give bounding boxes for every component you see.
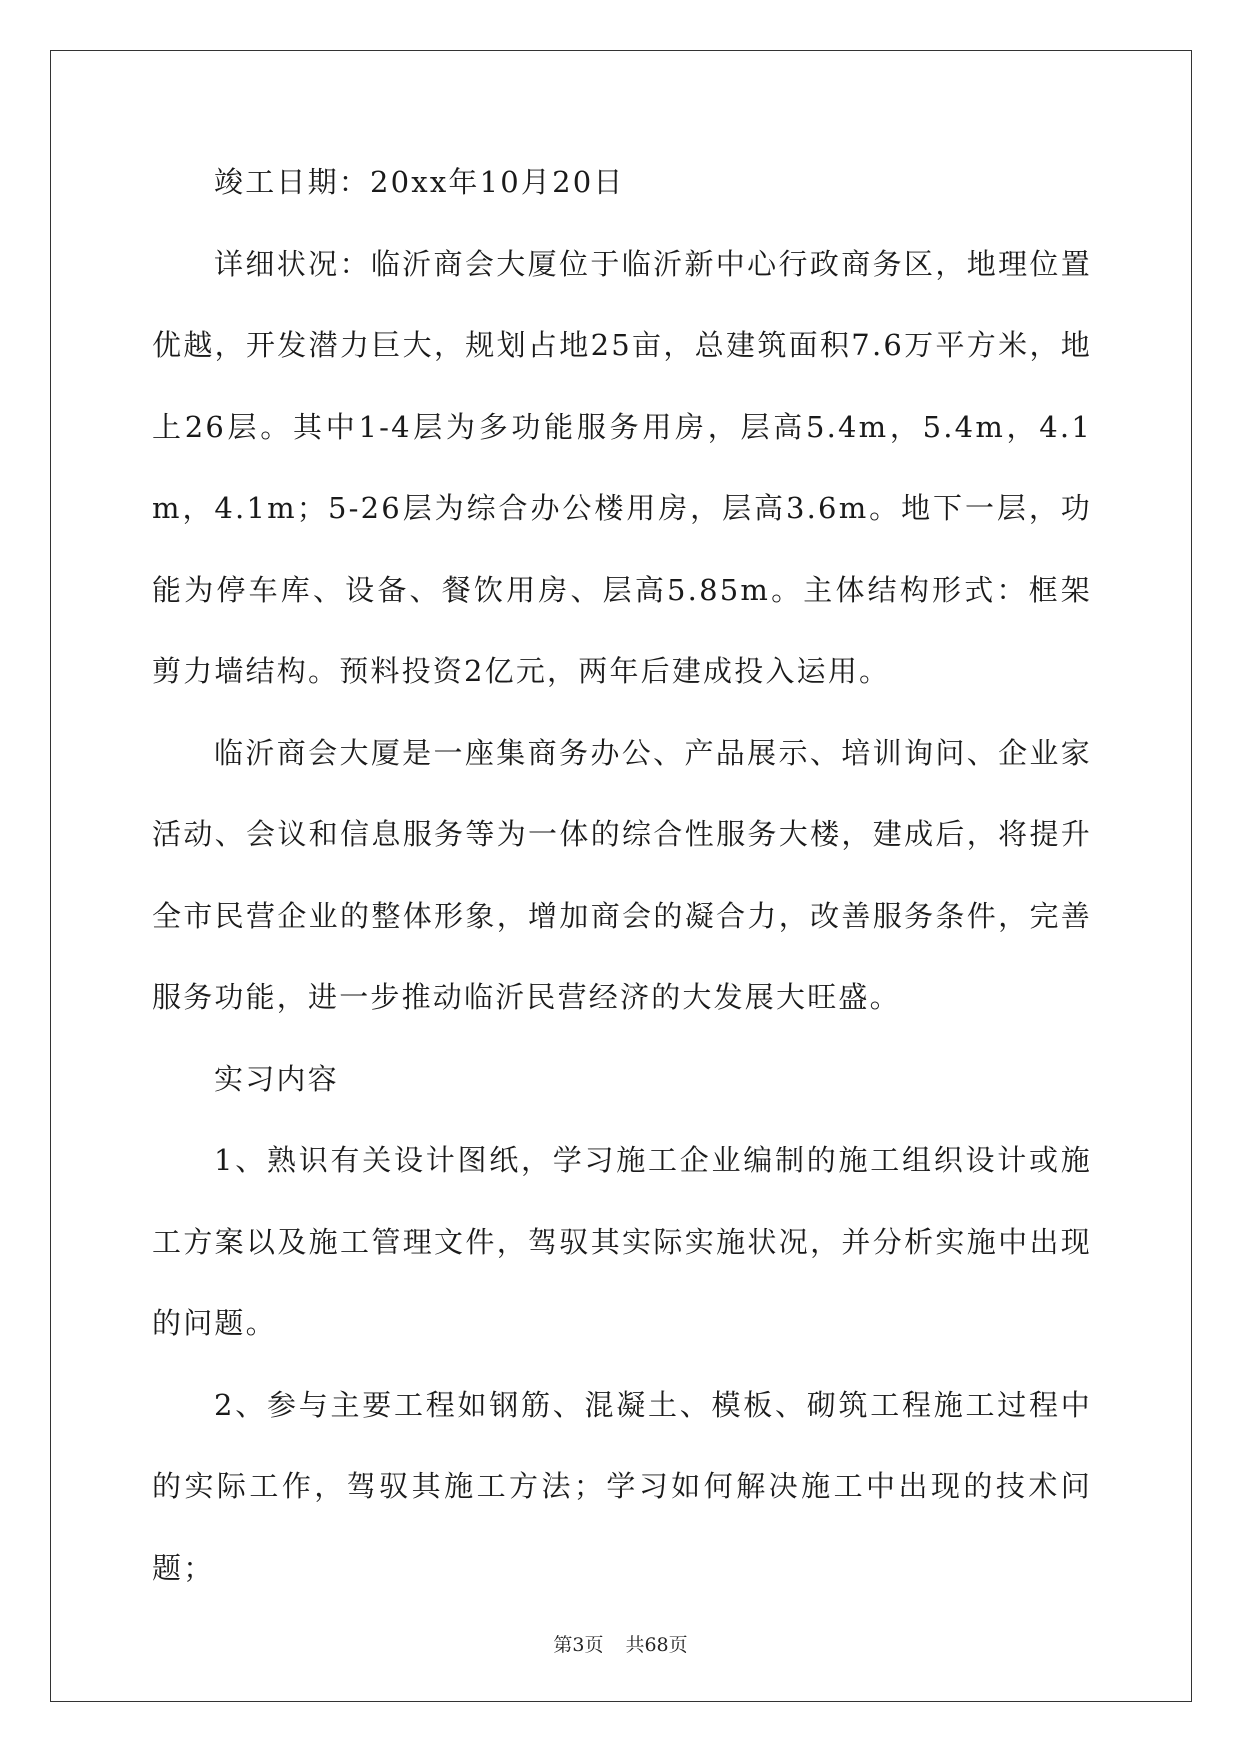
building-description-paragraph: 临沂商会大厦是一座集商务办公、产品展示、培训询问、企业家活动、会议和信息服务等为一体的综合性服务大楼，建成后，将提升全市民营企业的整体形象，增加商会的凝合力，改善服务条件，完善服务功能，进一步推动临沂民营经济的大发展大旺盛。 [152,735,1092,1014]
section-heading-internship-content: 实习内容 [214,1061,339,1096]
page-number: 第3页 [553,1634,604,1656]
document-body [152,165,1092,1609]
total-pages: 共68页 [625,1634,688,1656]
project-details-paragraph: 详细状况：临沂商会大厦位于临沂新中心行政商务区，地理位置优越，开发潜力巨大，规划占地25亩，总建筑面积7.6万平方米，地上26层。其中1-4层为多功能服务用房，层高5.4m，5.4m，4.1m，4.1m；5-26层为综合办公楼用房，层高3.6m。地下一层，功能为停车库、设备、餐饮用房、层高5.85m。主体结构形式：框架剪力墙结构。预料投资2亿元，两年后建成投入运用。 [152,246,1092,688]
page-footer [0,1630,1241,1657]
completion-date-paragraph: 竣工日期：20xx年10月20日 [214,165,625,199]
internship-item-2: 2、参与主要工程如钢筋、混凝土、模板、砌筑工程施工过程中的实际工作，驾驭其施工方法；学习如何解决施工中出现的技术问题； [152,1387,1092,1585]
internship-item-1: 1、熟识有关设计图纸，学习施工企业编制的施工组织设计或施工方案以及施工管理文件，驾驭其实际实施状况，并分析实施中出现的问题。 [152,1143,1092,1340]
